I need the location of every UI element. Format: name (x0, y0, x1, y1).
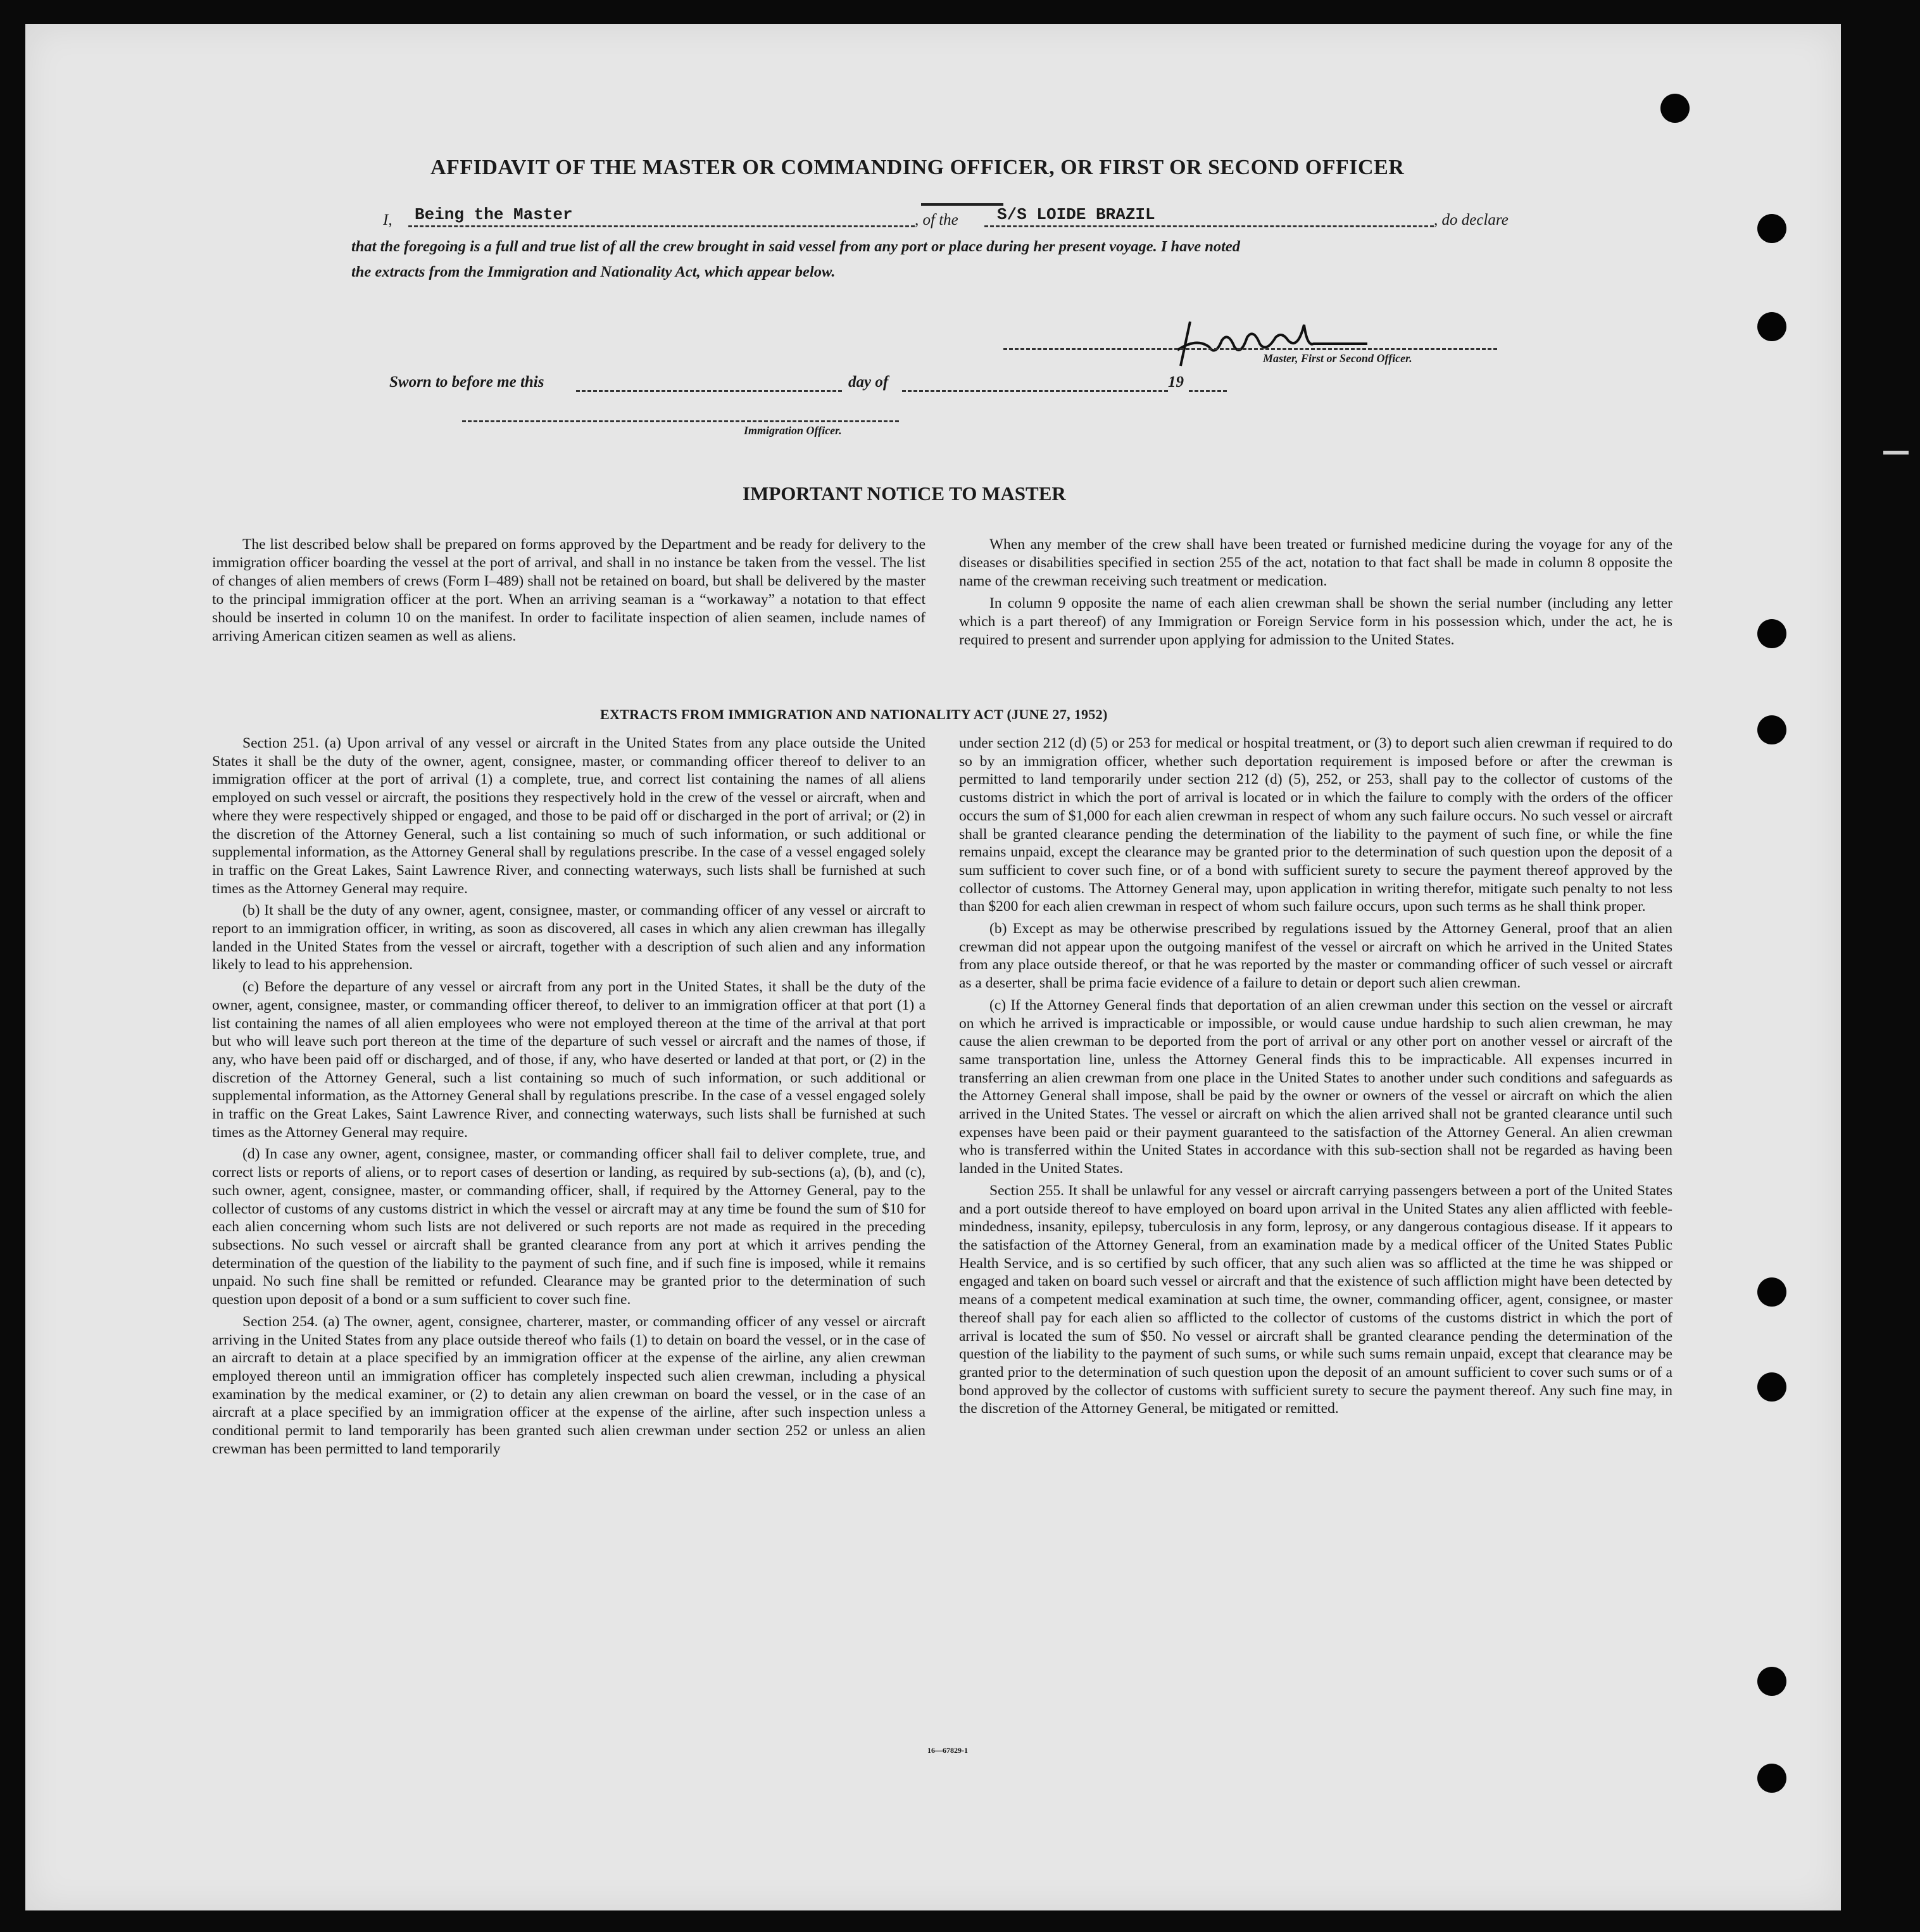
left-paragraph: (b) It shall be the duty of any owner, agent, consignee, master, or commanding officer of any vessel or aircraft to report to an immigration officer, in writing, as soon as discovered, all cases in which any alien crewman has illegally landed in the United States from the vessel or aircraft, together with a description of such alien and any information likely to lead to his apprehension. (212, 902, 925, 974)
binder-hole (1757, 715, 1786, 744)
i-label: I, (383, 211, 392, 229)
title-underline (921, 203, 1003, 206)
sworn-day-field[interactable] (576, 390, 842, 392)
notice-right-column (959, 536, 1672, 653)
binder-hole (1757, 1667, 1786, 1696)
extracts-right-column (959, 734, 1672, 1422)
of-the-label: , of the (915, 211, 958, 229)
day-of-label: day of (848, 373, 889, 391)
notice-right-paragraph-1: When any member of the crew shall have been treated or furnished medicine during the voyage for any of the diseases or disabilities specified in section 255 of the act, notation to that fact shall be made in column 8 opposite the name of the crewman receiving such treatment or medication. (959, 536, 1672, 589)
notice-left-paragraph: The list described below shall be prepared on forms approved by the Department and be ready for delivery to the immigration officer boarding the vessel at the port of arrival, and shall in no instance be taken from the vessel. The list of changes of alien members of crews (Form I–489) shall not be retained on board, but shall be delivered by the master to the principal immigration officer at the port. When an arriving seaman is a “workaway” a notation to that effect should be inserted in column 10 on the manifest. In order to facilitate inspection of alien seamen, include names of arriving American citizen seamen as well as aliens. (212, 536, 925, 644)
right-paragraph: Section 255. It shall be unlawful for any vessel or aircraft carrying passengers between a port of the United States and a port outside thereof to have employed on board upon arrival in the United States any alien afflicted with feeble-mindedness, insanity, epilepsy, tuberculosis in any form, leprosy, or any dangerous contagious disease. If it appears to the satisfaction of the Attorney General, from an examination made by a medical officer of the United States Public Health Service, and is so certified by such officer, that any such alien was so afflicted at the time he was shipped or engaged and taken on board such vessel or aircraft and that the existence of such affliction might have been detected by means of a competent medical examination at such time, the owner, commanding officer, agent, consignee, or master thereof shall pay for each alien so afflicted to the collector of customs of the customs district in which the port of arrival is located the sum of $50. No vessel or aircraft shall be granted clearance pending the determination of the question of the liability to the payment of such sums, or while such sums remain unpaid, except that clearance may be granted prior to the determination of such question upon the deposit of an amount sufficient to cover such sums or of a bond approved by the collector of customs with sufficient surety to secure the payment thereof. Any such fine may, in the discretion of the Attorney General, be mitigated or remitted. (959, 1182, 1672, 1417)
sworn-month-field[interactable] (902, 390, 1168, 392)
sworn-label: Sworn to before me this (389, 373, 544, 391)
binder-hole (1757, 1372, 1786, 1402)
declaration-line-3: the extracts from the Immigration and Nationality Act, which appear below. (351, 263, 836, 280)
year-label: 19 (1168, 373, 1184, 391)
affidavit-title: AFFIDAVIT OF THE MASTER OR COMMANDING OFFICER, OR FIRST OR SECOND OFFICER (430, 156, 1405, 179)
master-signature (1177, 312, 1380, 375)
form-number: 16—67829-1 (927, 1746, 968, 1755)
vessel-underline (984, 225, 1434, 227)
vessel-name-field[interactable]: S/S LOIDE BRAZIL (997, 205, 1155, 224)
document-page (25, 24, 1841, 1910)
extracts-left-column (212, 734, 925, 1462)
declarant-name-field[interactable]: Being the Master (415, 205, 573, 224)
right-paragraph: under section 212 (d) (5) or 253 for medical or hospital treatment, or (3) to deport such alien crewman if required to do so by an immigration officer, whether such deportation requirement is imposed before or after the crewman is permitted to land temporarily under section 212 (d) (5), 252, or 253, shall pay to the collector of customs of the customs district in which the port of arrival is located or in which the failure to comply with the orders of the officer occurs the sum of $1,000 for each alien crewman in respect of whom any such failure occurs. No such vessel or aircraft shall be granted clearance pending the determination of the liability to the payment of such fine, or while the fine remains unpaid, except the clearance may be granted prior to the determination of such question upon the deposit of a sum sufficient to cover such fine, or of a bond with sufficient surety to secure the payment thereof approved by the collector of customs. The Attorney General may, upon application in writing therefor, mitigate such penalty to not less than $200 for each alien crewman in respect of whom such failure occurs, upon such terms as he shall think proper. (959, 735, 1672, 915)
right-paragraph: (c) If the Attorney General finds that deportation of an alien crewman under this section on the vessel or aircraft on which he arrived is impracticable or impossible, or would cause undue hardship to such alien crewman, he may cause the alien crewman to be deported from the port of arrival or any other port on another vessel or aircraft of the same transportation line, unless the Attorney General finds this to be impracticable. All expenses incurred in transferring an alien crewman from one place in the United States to another under such conditions and safeguards as the Attorney General shall impose, shall be paid by the owner or owners of the vessel or aircraft on which the alien arrived in the United States. The vessel or aircraft on which the alien arrived shall not be granted clearance until such expenses have been paid or their payment guaranteed to the satisfaction of the Attorney General. An alien crewman who is transferred within the United States in accordance with this sub-section shall not be regarded as having been landed in the United States. (959, 996, 1672, 1177)
binder-hole (1757, 619, 1786, 648)
signature-caption: Master, First or Second Officer. (1263, 352, 1412, 365)
declaration-line-2: that the foregoing is a full and true list of all the crew brought in said vessel from any port or place during her present voyage. I have noted (351, 238, 1241, 255)
sworn-year-field[interactable] (1189, 390, 1227, 392)
do-declare-label: , do declare (1434, 211, 1509, 229)
binder-hole (1757, 1764, 1786, 1793)
right-paragraph: (b) Except as may be otherwise prescribed by regulations issued by the Attorney General, proof that an alien crewman did not appear upon the outgoing manifest of the vessel or aircraft on which he arrived in the United States from any place outside thereof, or that he was reported by the master or commanding officer of such vessel or aircraft as a deserter, shall be prima facie evidence of a failure to detain or deport such alien crewman. (959, 920, 1672, 992)
name-underline (408, 225, 915, 227)
binder-hole (1757, 312, 1786, 341)
left-paragraph: Section 254. (a) The owner, agent, consignee, charterer, master, or commanding officer of any vessel or aircraft arriving in the United States from any place outside thereof who fails (1) to detain on board the vessel, or in the case of an aircraft to detain at a place specified by an immigration officer at the expense of the airline, any alien crewman employed thereon until an immigration officer has completely inspected such alien crewman, including a physical examination by the medical examiner, or (2) to detain any alien crewman on board the vessel, or in the case of an aircraft at a place specified by an immigration officer at the expense of the airline, after such inspection unless a conditional permit to land temporarily has been granted such alien crewman under section 252 or unless an alien crewman has been permitted to land temporarily (212, 1313, 925, 1457)
binder-hole (1660, 94, 1690, 123)
binder-hole (1757, 1277, 1786, 1307)
notice-title: IMPORTANT NOTICE TO MASTER (743, 482, 1066, 505)
notice-left-column (212, 536, 925, 649)
left-paragraph: (d) In case any owner, agent, consignee, master, or commanding officer shall fail to deliver complete, true, and correct lists or reports of aliens, or to report cases of desertion or landing, as required by sub-sections (a), (b), and (c), such owner, agent, consignee, master, or commanding officer, shall, if required by the Attorney General, pay to the collector of customs of any customs district in which the vessel or aircraft may at any time be found the sum of $10 for each alien concerning whom such lists are not delivered or such reports are not made as required in the preceding subsections. No such vessel or aircraft shall be granted clearance from any port at which it arrives pending the determination of the question of the liability to the payment of such fine, and if such fine is imposed, while it remains unpaid. No such fine shall be remitted or refunded. Clearance may be granted prior to the determination of such question upon deposit of a bond or a sum sufficient to cover such fine. (212, 1146, 925, 1308)
left-paragraph: (c) Before the departure of any vessel or aircraft from any port in the United States, it shall be the duty of the owner, agent, consignee, master, or commanding officer thereof, to deliver to an immigration officer at that port (1) a list containing the names of all alien employees who were not employed thereon at the time of the arrival at that port but who will leave such port thereon at the time of the departure of such vessel or aircraft and the names of those, if any, who have been paid off or discharged, and of those, if any, who have deserted or landed at that port, or (2) in the discretion of the Attorney General, such a list containing so much of such information, or such additional or supplemental information, as the Attorney General shall by regulations prescribe. In the case of a vessel engaged solely in traffic on the Great Lakes, Saint Lawrence River, and connecting waterways, such lists shall be furnished at such times as the Attorney General may require. (212, 979, 925, 1141)
immigration-officer-caption: Immigration Officer. (744, 424, 842, 437)
notice-right-paragraph-2: In column 9 opposite the name of each alien crewman shall be shown the serial number (including any letter which is a part thereof) of any Immigration or Foreign Service form in his possession which, under the act, he is required to present and surrender upon applying for admission to the United States. (959, 595, 1672, 648)
edge-mark (1883, 451, 1909, 455)
binder-hole (1757, 214, 1786, 243)
left-paragraph: Section 251. (a) Upon arrival of any vessel or aircraft in the United States from any place outside the United States it shall be the duty of the owner, agent, consignee, master, or commanding officer thereof to deliver to an immigration officer at the port of arrival (1) a complete, true, and correct list containing the names of all aliens employed on such vessel or aircraft, the positions they respectively hold in the crew of the vessel or aircraft, when and where they were respectively shipped or engaged, and those to be paid off or discharged in the port of arrival; or (2) in the discretion of the Attorney General, such a list containing so much of such information, or such additional or supplemental information, as the Attorney General shall by regulations prescribe. In the case of a vessel engaged solely in traffic on the Great Lakes, Saint Lawrence River, and connecting waterways, such lists shall be furnished at such times as the Attorney General may require. (212, 735, 925, 897)
immigration-officer-line[interactable] (462, 420, 899, 422)
extracts-title: EXTRACTS FROM IMMIGRATION AND NATIONALITY ACT (JUNE 27, 1952) (600, 706, 1108, 722)
signature-line (1003, 348, 1497, 350)
